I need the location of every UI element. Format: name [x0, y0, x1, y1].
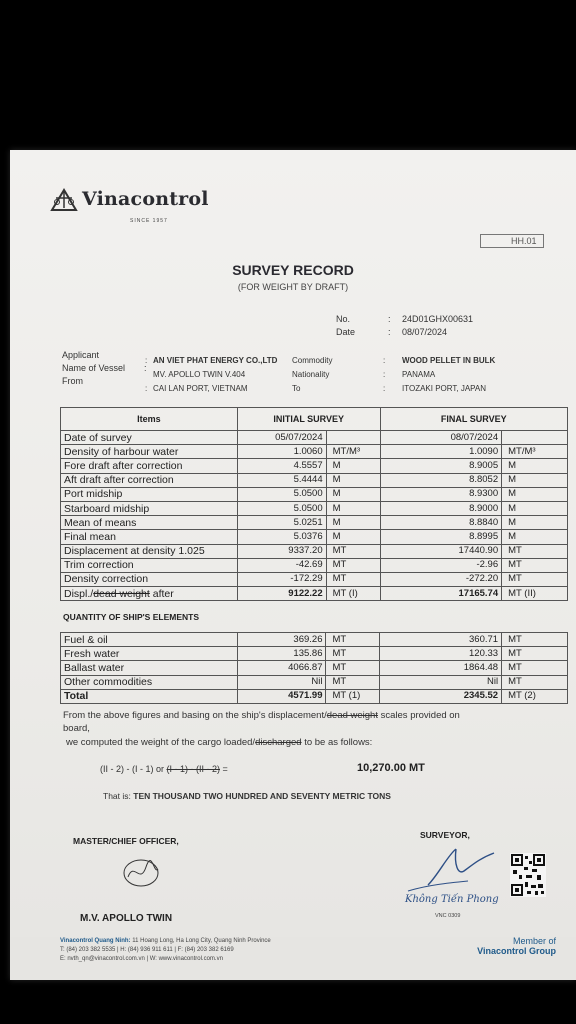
final-value: -2.96 [380, 558, 502, 572]
member-of-line: Member of [512, 936, 556, 946]
to-label: To [292, 384, 301, 393]
initial-unit: MT [326, 544, 380, 558]
survey-table-body [61, 431, 568, 587]
footer-contact-line: T: (84) 203 382 5535 | H: (84) 936 911 611 | F: (84) 203 382 6169 [60, 947, 234, 953]
final-value: -272.20 [380, 572, 502, 586]
initial-value: 135.86 [237, 647, 326, 661]
final-unit: MT [502, 647, 568, 661]
surveyor-signature-icon [398, 845, 498, 895]
initial-value: Nil [237, 675, 326, 689]
table-row [61, 459, 568, 473]
brand-since: SINCE 1957 [130, 218, 168, 224]
no-label: No. [336, 314, 351, 324]
initial-unit: MT [326, 572, 380, 586]
row-label: Total [61, 689, 238, 703]
computation-paragraph-line2: board, [63, 723, 90, 734]
initial-unit: MT [326, 633, 380, 647]
table-row [61, 473, 568, 487]
no-value: 24D01GHX00631 [402, 314, 474, 324]
table-row [61, 647, 568, 661]
initial-unit: M [326, 459, 380, 473]
row-label: Final mean [61, 530, 238, 544]
final-unit: M [502, 487, 568, 501]
initial-unit: M [326, 501, 380, 515]
initial-value: 5.0500 [237, 501, 326, 515]
initial-unit: MT (1) [326, 689, 380, 703]
initial-value: 4.5557 [237, 459, 326, 473]
commodity-label: Commodity [292, 356, 333, 365]
final-unit: MT [502, 633, 568, 647]
initial-value: 9337.20 [237, 544, 326, 558]
initial-value: 5.0500 [237, 487, 326, 501]
date-value: 08/07/2024 [402, 327, 448, 337]
master-vessel-name: M.V. APOLLO TWIN [80, 913, 173, 924]
initial-unit: MT/M³ [326, 445, 380, 459]
elements-table-body [61, 633, 568, 690]
final-value: 120.33 [380, 647, 502, 661]
survey-table-header [61, 408, 568, 431]
header-final-survey: FINAL SURVEY [380, 408, 567, 431]
survey-table [60, 407, 568, 601]
footer-office-line: Vinacontrol Quang Ninh: 11 Hoang Long, Ha Long City, Quang Ninh Province [60, 938, 271, 944]
table-row [61, 633, 568, 647]
table-row [61, 661, 568, 675]
surveyor-code: VNC 0309 [435, 913, 461, 919]
to-value: ITOZAKI PORT, JAPAN [402, 384, 487, 393]
initial-unit [326, 431, 380, 445]
brand-name: Vinacontrol [82, 188, 209, 210]
row-label: Starboard midship [61, 501, 238, 515]
final-value: 2345.52 [380, 689, 502, 703]
company-logo [50, 188, 209, 212]
final-unit: M [502, 473, 568, 487]
row-label: Density of harbour water [61, 445, 238, 459]
final-unit: MT [502, 544, 568, 558]
initial-value: 4066.87 [237, 661, 326, 675]
initial-unit: M [326, 530, 380, 544]
group-name-line: Vinacontrol Group [477, 946, 556, 956]
final-value: 8.9005 [380, 459, 502, 473]
master-signature-icon [120, 855, 162, 891]
document-title: SURVEY RECORD [232, 262, 354, 278]
header-items: Items [61, 408, 238, 431]
row-label: Trim correction [61, 558, 238, 572]
initial-value: -42.69 [237, 558, 326, 572]
initial-value: 4571.99 [237, 689, 326, 703]
survey-document [10, 150, 576, 980]
final-unit: MT [502, 675, 568, 689]
final-unit: M [502, 516, 568, 530]
row-label: Displ./dead weight after [61, 587, 238, 601]
final-unit: M [502, 501, 568, 515]
colon: : [145, 384, 148, 393]
document-subtitle: (FOR WEIGHT BY DRAFT) [237, 282, 349, 292]
colon: : [383, 370, 386, 379]
table-row [61, 501, 568, 515]
initial-unit: MT [326, 661, 380, 675]
elements-section-title: QUANTITY OF SHIP'S ELEMENTS [63, 612, 199, 622]
final-unit: M [502, 459, 568, 473]
initial-unit: M [326, 473, 380, 487]
table-row [61, 445, 568, 459]
applicant-value: AN VIET PHAT ENERGY CO.,LTD [153, 356, 278, 365]
final-unit: MT [502, 572, 568, 586]
final-unit: MT (2) [502, 689, 568, 703]
weight-in-words: That is: TEN THOUSAND TWO HUNDRED AND SEVENTY METRIC TONS [103, 791, 391, 801]
computation-paragraph-line3: we computed the weight of the cargo loaded/discharged to be as follows: [66, 737, 373, 748]
row-label: Aft draft after correction [61, 473, 238, 487]
row-label: Date of survey [61, 431, 238, 445]
surveyor-name: Không Tiến Phong [405, 894, 499, 905]
footer-office-info [60, 937, 271, 964]
final-unit: MT/M³ [502, 445, 568, 459]
final-unit: MT [502, 661, 568, 675]
final-value: 17165.74 [380, 587, 502, 601]
header-initial-survey: INITIAL SURVEY [237, 408, 380, 431]
final-value: 17440.90 [380, 544, 502, 558]
final-value: 360.71 [380, 633, 502, 647]
initial-unit: MT [326, 675, 380, 689]
table-row-total [61, 689, 568, 703]
vessel-label: Name of Vessel [62, 363, 126, 373]
colon: : [388, 314, 391, 324]
initial-unit: M [326, 516, 380, 530]
vessel-value: MV. APOLLO TWIN V.404 [153, 370, 246, 379]
initial-value: 05/07/2024 [237, 431, 326, 445]
initial-value: 369.26 [237, 633, 326, 647]
final-value: 8.8995 [380, 530, 502, 544]
applicant-label: Applicant [62, 350, 100, 360]
footer-member [456, 936, 556, 956]
final-value: 8.9300 [380, 487, 502, 501]
table-row [61, 431, 568, 445]
form-code: HH.01 [480, 234, 544, 248]
row-label: Displacement at density 1.025 [61, 544, 238, 558]
final-value: 1864.48 [380, 661, 502, 675]
surveyor-label: SURVEYOR, [420, 830, 470, 840]
commodity-value: WOOD PELLET IN BULK [402, 356, 496, 365]
master-label: MASTER/CHIEF OFFICER, [73, 836, 179, 846]
final-unit: MT [502, 558, 568, 572]
final-value: Nil [380, 675, 502, 689]
row-label: Ballast water [61, 661, 238, 675]
initial-value: 1.0060 [237, 445, 326, 459]
row-label: Other commodities [61, 675, 238, 689]
initial-value: 9122.22 [237, 587, 326, 601]
weight-formula: (II - 2) - (I - 1) or (I - 1) - (II - 2) = [100, 764, 228, 774]
from-label: From [62, 376, 83, 386]
row-label: Port midship [61, 487, 238, 501]
table-row-displacement-after [61, 587, 568, 601]
cargo-weight-result: 10,270.00 MT [357, 762, 425, 774]
qr-code-icon [510, 853, 546, 897]
initial-value: -172.29 [237, 572, 326, 586]
nationality-value: PANAMA [402, 370, 436, 379]
table-row [61, 558, 568, 572]
colon: : [145, 356, 148, 365]
initial-value: 5.0251 [237, 516, 326, 530]
computation-paragraph-line1: From the above figures and basing on the ship's displacement/dead weight scales provided on [63, 710, 460, 721]
initial-unit: M [326, 487, 380, 501]
table-row [61, 544, 568, 558]
final-value: 8.9000 [380, 501, 502, 515]
dark-background [0, 0, 576, 150]
from-value: CAI LAN PORT, VIETNAM [153, 384, 248, 393]
nationality-label: Nationality [292, 370, 330, 379]
table-row [61, 530, 568, 544]
colon: : [383, 356, 386, 365]
final-unit: M [502, 530, 568, 544]
scales-logo-icon [50, 188, 78, 212]
final-unit: MT (II) [502, 587, 568, 601]
final-unit [502, 431, 568, 445]
initial-unit: MT [326, 647, 380, 661]
row-label: Fresh water [61, 647, 238, 661]
elements-table [60, 632, 568, 704]
initial-value: 5.4444 [237, 473, 326, 487]
colon: : [144, 363, 147, 373]
footer-web-line: E: nvth_qn@vinacontrol.com.vn | W: www.vinacontrol.com.vn [60, 956, 223, 962]
table-row [61, 487, 568, 501]
row-label: Fuel & oil [61, 633, 238, 647]
final-value: 8.8052 [380, 473, 502, 487]
row-label: Fore draft after correction [61, 459, 238, 473]
table-row [61, 572, 568, 586]
date-label: Date [336, 327, 356, 337]
final-value: 1.0090 [380, 445, 502, 459]
row-label: Density correction [61, 572, 238, 586]
final-value: 08/07/2024 [380, 431, 502, 445]
initial-unit: MT [326, 558, 380, 572]
colon: : [388, 327, 391, 337]
initial-unit: MT (I) [326, 587, 380, 601]
table-row [61, 675, 568, 689]
row-label: Mean of means [61, 516, 238, 530]
final-value: 8.8840 [380, 516, 502, 530]
table-row [61, 516, 568, 530]
colon: : [383, 384, 386, 393]
initial-value: 5.0376 [237, 530, 326, 544]
